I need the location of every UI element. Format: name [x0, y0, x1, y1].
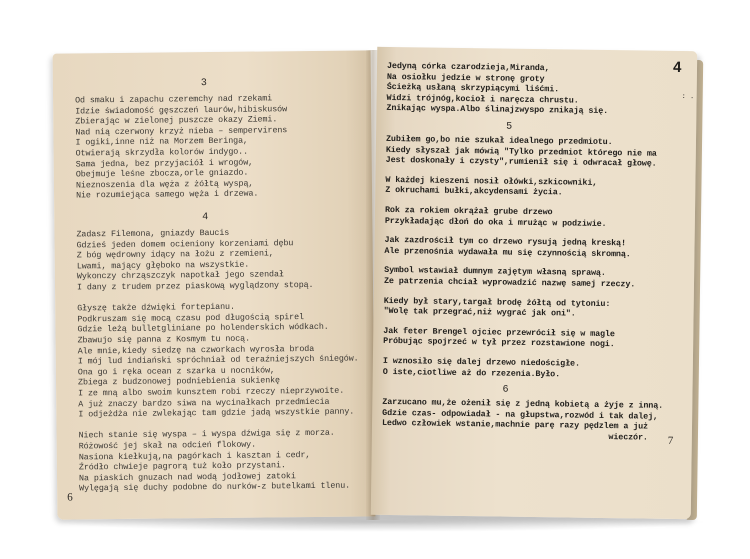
poem-line: Kiedy słyszał jak mówią "Tylko przedmiot którego nie ma	[385, 144, 657, 159]
poem-line: Ale przenośnia wydawała mu się czynnością skromną.	[384, 245, 631, 260]
poem-line: A już znaczy bardzo siwa na wycinałkach przedmiecia	[78, 396, 330, 410]
section-number: 3	[200, 78, 207, 90]
poem-line: I mój lud indiański spróchniał od teraźniejszych śniegów.	[77, 353, 359, 367]
poem-line: Zarzucano mu,że ożenił się z jedną kobietą a żyje z inną.	[382, 397, 664, 412]
poem-line: Ze patrzenia chciał wyprowadzić nazwę samej rzeczy.	[383, 275, 636, 290]
poem-line: Jest doskonały i czysty",rumienił się i odwracał głowę.	[385, 155, 657, 169]
poem-line: Nad nią czerwony krzyż nieba – sempervirens	[75, 125, 288, 138]
poem-line: W każdej kieszeni nosił ołówki,szkicowniki,	[385, 174, 598, 188]
poem-line: Zbawujo się panna z Kosmym tu nocą.	[77, 333, 251, 346]
section-number: 5	[506, 121, 513, 133]
corner-handwritten-mark: 4	[672, 58, 682, 77]
poem-line: Jak zazdrościł tym co drzewo rysują jedną kreską!	[384, 235, 627, 249]
poem-line: Ledwo człowiek wstanie,machnie parę razy pędzlem a już	[381, 418, 649, 432]
page-number: 6	[67, 491, 73, 504]
section-number: 4	[202, 212, 209, 224]
poem-line: O iste,ciotliwe aż do rzezenia.Było.	[382, 366, 561, 379]
poem-line: wieczór.	[381, 428, 648, 443]
poem-line: Przykładając dłoń do oka i mrużąc w podziwie.	[384, 215, 607, 229]
poem-line: I odjeżdża nie zwlekając tam gdzie jadą wszystkie panny.	[78, 406, 355, 420]
poem-line: Zbiega z budzonowej podniebienia sukienkę	[77, 375, 281, 388]
poem-line: Głyszę także dźwięki fortepianu.	[77, 301, 235, 314]
poem-line: Różowość jej skał na odcień flokowy.	[78, 439, 257, 452]
poem-line: Niech stanie się wyspa – i wyspa dźwiga się z morza.	[78, 428, 335, 441]
poem-line: Znikając wyspa.Albo ślinajzwyspo znikają się.	[386, 103, 609, 117]
poem-line: Wylęgają się duchy podobne do nurków-z butelkami tlenu.	[79, 480, 351, 494]
section-number: 6	[502, 384, 509, 396]
poem-line: Ścieżką usłaną skrzypiącymi liśćmi.	[386, 82, 560, 95]
poem-line: Gdzieś jeden domem ocieniony korzeniami dębu	[76, 237, 294, 251]
poem-line: Wykonczy chrząszczyk napotkał jego szendał	[76, 269, 284, 282]
poem-line: Ale mnie,kiedy siedzę na czworkach wyrosła broda	[77, 343, 315, 357]
page-number: 7	[667, 434, 674, 447]
poem-line: I dany z trudem przez piaskową wyglądzony stopą.	[76, 279, 314, 293]
poem-line: "Wolę tak przegrać,niż wygrać jak oni".	[383, 306, 576, 319]
poem-line: Rok za rokiem okrążał grube drzewo	[384, 204, 553, 218]
poem-line: Zbierając w zielonej puszcze okazy Ziemi.	[75, 114, 278, 127]
poem-line: Zubiłem go,bo nie szukał idealnego przedmiotu.	[385, 133, 613, 148]
poem-line: Ona go i ręka ocean z szarka u nocników,	[77, 365, 275, 378]
poem-line: Nasiona kiełkują,na pagórkach i kasztan i cedr,	[78, 449, 311, 463]
poem-line: Podkruszam się mocą czasu pod długością spirel	[77, 311, 304, 325]
poem-line: I ogiki,inne niż na Morzem Beringa,	[75, 136, 248, 148]
poem-line: Z bóg wędrowny idący na łożu z rzemieni,	[76, 248, 274, 261]
poem-line: Kiedy był stary,targał brodę żółtą od tytoniu:	[383, 295, 611, 309]
poem-line: Gdzie leżą bulletgliniane po holenderskich wódkach.	[77, 322, 329, 335]
poem-line: Gdzie czas- odpowiadał - na głupstwa,rozwód i tak dalej,	[382, 407, 659, 422]
poem-line: Na piaskich gnuzach nad wodą jodłowej zatoki	[78, 470, 296, 484]
poem-line: Nie rozumiejąca samego węża i drzewa.	[76, 188, 259, 201]
poem-line: Otwierają skrzydła kolorów indygo..	[75, 146, 249, 159]
poem-line: Idzie świadomość gęszczeń laurów,hibiskusów	[75, 103, 288, 117]
poem-line: I ze mną albo swoim kunsztem robi rzeczy nieprzywoite.	[78, 385, 345, 399]
poem-line: Lwami, mający głęboko na wszystkie.	[76, 259, 250, 272]
poem-line: Na osiołku jedzie w stronę groty	[386, 71, 545, 84]
poem-line: Symbol wstawiał dumnym zajętym własną sprawą.	[384, 265, 606, 279]
right-page	[371, 47, 698, 519]
left-page	[53, 50, 376, 519]
poem-line: Z okruchami bułki,akcydensami życia.	[385, 185, 563, 198]
poem-line: Zadasz Filemona, gniazdy Baucis	[76, 227, 230, 240]
poem-line: Jak feter Brengel ojciec przewrócił się w magle	[383, 325, 615, 339]
poem-line: Nieznoszenia dla węża z żółtą wyspą,	[75, 178, 254, 191]
poem-line: Od smaku i zapachu czeremchy nad rzekami	[75, 93, 273, 106]
margin-dots: : .	[681, 93, 695, 102]
poem-line: Widzi trójnóg,kocioł i naręcza chrustu.	[386, 92, 579, 106]
poem-line: Próbując spojrzeć w tył przez rozstawione nogi.	[383, 336, 615, 350]
poem-line: Obejmuje leśne zbocza,orle gniazdo.	[75, 167, 249, 180]
poem-line: Źródło chwieje pagrorą tuż koło przystani.	[78, 460, 286, 473]
poem-line: Sama jedna, bez przyjaciół i wrogów,	[75, 157, 254, 170]
poem-line: I wznosiło się dalej drzewo niedościgłe.	[382, 355, 580, 369]
poem-line: Jedyną córka czarodzieja,Miranda,	[386, 60, 550, 74]
